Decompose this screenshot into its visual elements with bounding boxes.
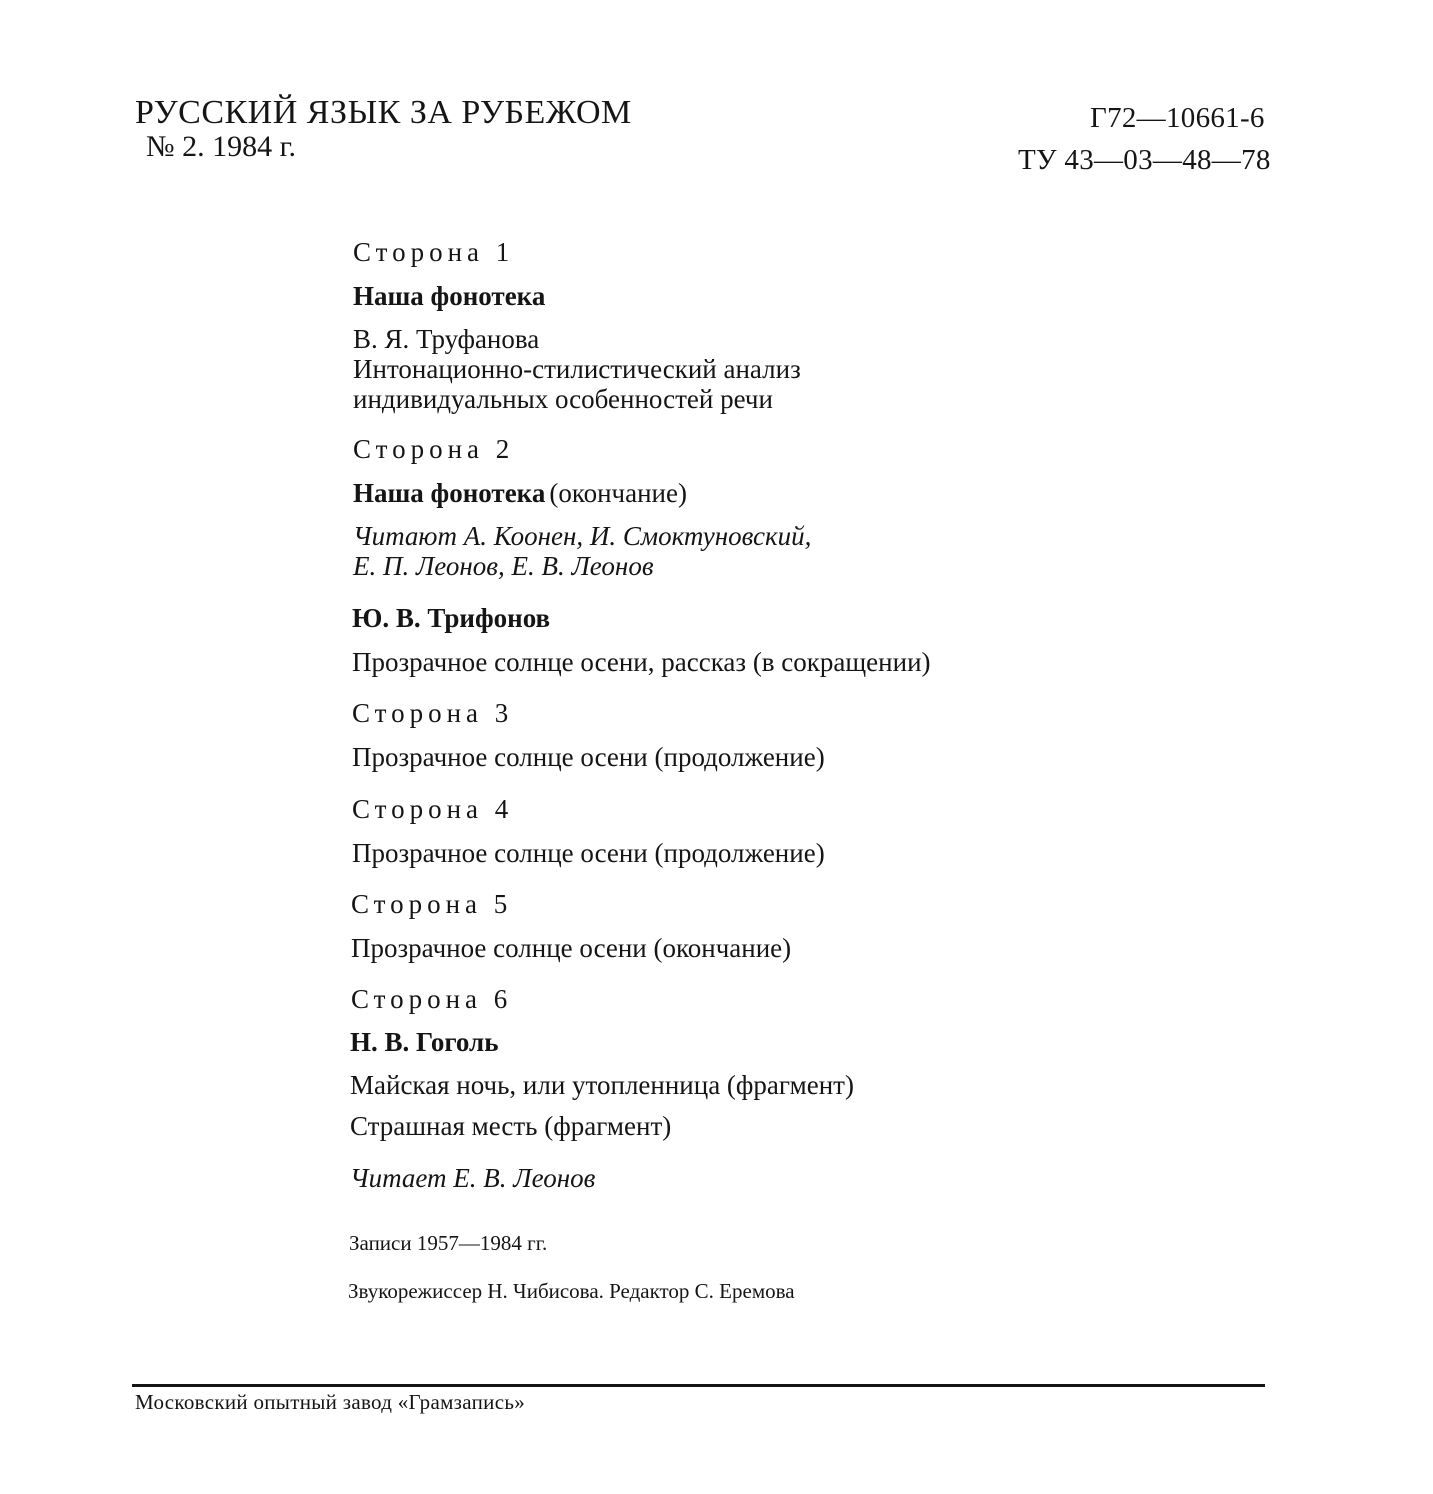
side-2-section-note: (окончание): [549, 478, 687, 508]
side-6-work-2: Страшная месть (фрагмент): [350, 1111, 672, 1141]
footer-divider: [132, 1384, 1265, 1387]
side-2-section: Наша фонотека: [353, 478, 546, 508]
side-1-section: Наша фонотека: [353, 281, 546, 311]
side-3-work: Прозрачное солнце осени (продолжение): [352, 742, 825, 772]
side-4-heading: Сторона 4: [352, 794, 514, 824]
standard-code: ТУ 43—03—48—78: [1018, 144, 1271, 176]
side-6-author: Н. В. Гоголь: [350, 1027, 499, 1057]
side-2-readers-line-2: Е. П. Леонов, Е. В. Леонов: [353, 551, 654, 581]
side-2-heading: Сторона 2: [353, 434, 515, 464]
side-4-work: Прозрачное солнце осени (продолжение): [352, 838, 825, 868]
side-6-heading: Сторона 6: [351, 984, 513, 1014]
recordings-years: Записи 1957—1984 гг.: [349, 1231, 548, 1255]
side-1-title-line-2: индивидуальных особенностей речи: [353, 384, 773, 414]
production-credits: Звукорежиссер Н. Чибисова. Редактор С. Еремова: [348, 1279, 795, 1303]
side-1-heading: Сторона 1: [353, 237, 515, 267]
side-2-readers-line-1: Читают А. Коонен, И. Смоктуновский,: [353, 521, 812, 551]
side-6-reader: Читает Е. В. Леонов: [350, 1163, 596, 1193]
issue-number: № 2. 1984 г.: [146, 130, 297, 163]
catalog-code: Г72—10661-6: [1090, 102, 1265, 134]
side-2-section-line: [353, 478, 687, 509]
side-5-work: Прозрачное солнце осени (окончание): [351, 933, 792, 963]
journal-title: РУССКИЙ ЯЗЫК ЗА РУБЕЖОМ: [135, 94, 632, 131]
side-5-heading: Сторона 5: [351, 889, 513, 919]
side-3-heading: Сторона 3: [352, 698, 514, 728]
side-1-author: В. Я. Труфанова: [353, 324, 540, 354]
manufacturer: Московский опытный завод «Грамзапись»: [135, 1390, 525, 1414]
side-6-work-1: Майская ночь, или утопленница (фрагмент): [350, 1070, 854, 1100]
side-1-title-line-1: Интонационно-стилистический анализ: [353, 354, 801, 384]
side-2-author: Ю. В. Трифонов: [352, 603, 551, 633]
side-2-work: Прозрачное солнце осени, рассказ (в сокращении): [352, 647, 931, 677]
